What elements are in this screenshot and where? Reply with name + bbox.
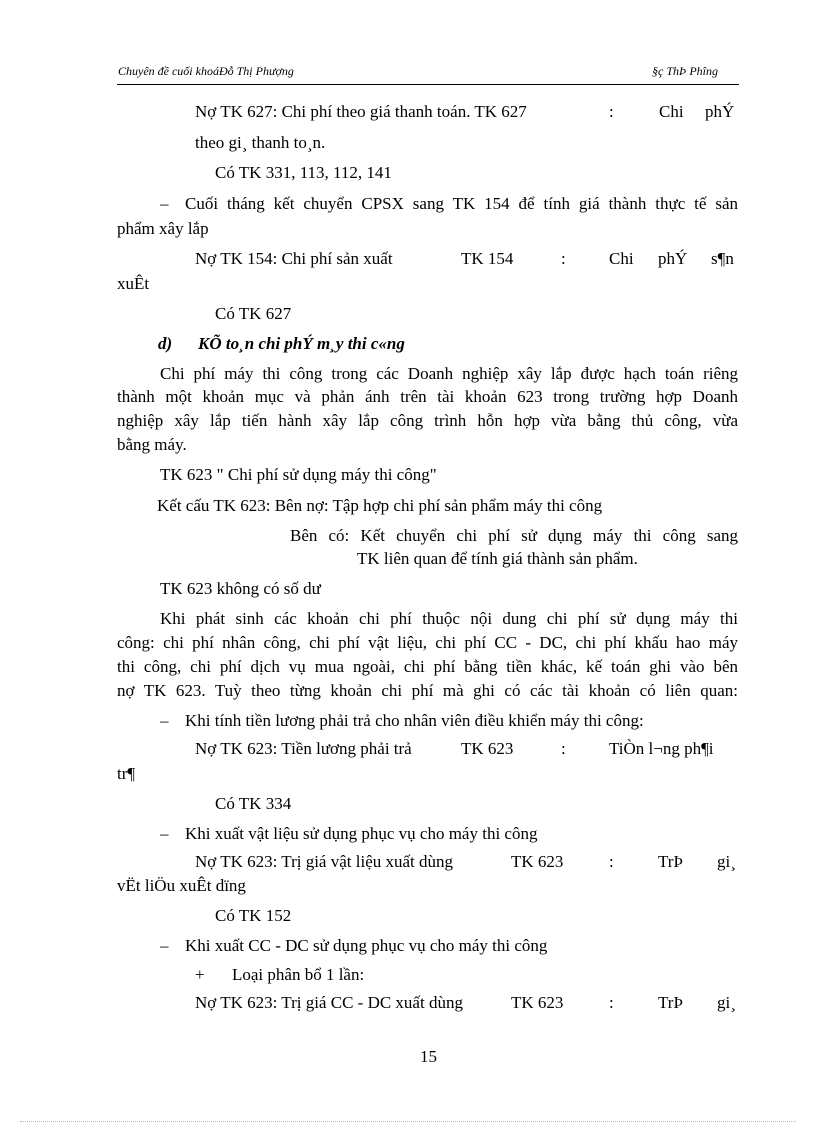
bullet-dash: – <box>160 824 169 843</box>
bullet-plus: + <box>195 965 205 984</box>
line-no-tk623-luong-colon: : <box>561 739 566 758</box>
line-no-tk154-acct: TK 154 <box>461 249 514 268</box>
line-no-tk623-ccdc-word2: gi¸ <box>717 993 736 1012</box>
line-co-tk334: Có TK 334 <box>215 794 292 813</box>
line-no-tk623-ccdc-word1: TrÞ <box>658 993 683 1012</box>
header-rule <box>117 84 739 85</box>
line-ben-co: Bên có: Kết chuyển chi phí sử dụng máy thi công sang <box>290 526 738 545</box>
line-no-tk627: Nợ TK 627: Chi phí theo giá thanh toán. TK 627 <box>195 102 527 121</box>
para2-line3: thi công, chi phí dịch vụ mua ngoài, chi phí bằng tiền khác, kế toán ghi vào bên <box>117 657 738 676</box>
line-co-tk627: Có TK 627 <box>215 304 292 323</box>
line-ket-cau: Kết cấu TK 623: Bên nợ: Tập hợp chi phí sản phẩm máy thi công <box>157 496 603 515</box>
line-no-tk154-word1: Chi <box>609 249 634 268</box>
para1-line4: bằng máy. <box>117 435 187 454</box>
line-no-tk154-word3: s¶n <box>711 249 734 268</box>
para2-line4: nợ TK 623. Tuỳ theo từng khoản chi phí mà ghi có các tài khoản có liên quan: <box>117 681 738 700</box>
section-letter: d) <box>158 334 173 353</box>
line-tk623-title: TK 623 " Chi phí sử dụng máy thi công" <box>160 465 437 484</box>
section-heading: KÕ to¸n chi phÝ m¸y thi c«ng <box>198 334 405 353</box>
line-no-tk623-vl-acct: TK 623 <box>511 852 564 871</box>
para1-line1: Chi phí máy thi công trong các Doanh nghiệp xây lắp được hạch toán riêng <box>160 364 738 383</box>
line-no-tk623-luong-desc: TiÒn l¬ng ph¶i <box>609 739 714 758</box>
header-right-title: §ç ThÞ Phîng <box>652 64 718 78</box>
line-theo-gia: theo gi¸ thanh to¸n. <box>195 133 326 152</box>
line-no-tk623-vl-word1: TrÞ <box>658 852 683 871</box>
line-no-tk623-luong: Nợ TK 623: Tiền lương phải trả <box>195 739 412 758</box>
line-cuoi-thang: Cuối tháng kết chuyển CPSX sang TK 154 để tính giá thành thực tế sản <box>185 194 738 213</box>
line-no-tk154: Nợ TK 154: Chi phí sản xuất <box>195 249 393 268</box>
line-phan-bo: Loại phân bổ 1 lần: <box>232 965 365 984</box>
bullet-dash: – <box>160 936 169 955</box>
line-no-tk623-ccdc: Nợ TK 623: Trị giá CC - DC xuất dùng <box>195 993 463 1012</box>
header-left-title: Chuyên đề cuối khoáĐỗ Thị Phượng <box>118 64 294 78</box>
para2-line2: công: chi phí nhân công, chi phí vật liệu, chi phí CC - DC, chi phí khấu hao máy <box>117 633 738 652</box>
line-no-tk623-ccdc-acct: TK 623 <box>511 993 564 1012</box>
line-no-tk623-luong-acct: TK 623 <box>461 739 514 758</box>
line-no-tk623-vl: Nợ TK 623: Trị giá vật liệu xuất dùng <box>195 852 454 871</box>
para1-line3: nghiệp xây lắp tiến hành xây lắp công trình hỗn hợp vừa bằng thủ công, vừa <box>117 411 738 430</box>
page-number: 15 <box>420 1047 437 1066</box>
line-no-tk623-vl-word2: gi¸ <box>717 852 736 871</box>
bullet-dash: – <box>160 194 169 213</box>
line-no-tk627-colon: : <box>609 102 614 121</box>
line-tk-lien-quan: TK liên quan để tính giá thành sản phẩm. <box>357 549 638 568</box>
line-xuat-ccdc: Khi xuất CC - DC sử dụng phục vụ cho máy thi công <box>185 936 548 955</box>
line-no-tk154-colon: : <box>561 249 566 268</box>
line-no-tk623-vl-colon: : <box>609 852 614 871</box>
line-vat-lieu-xuat-dung: vËt liÖu xuÊt dïng <box>117 876 246 895</box>
para1-line2: thành một khoản mục và phản ánh trên tài khoản 623 trong trường hợp Doanh <box>117 387 738 406</box>
line-khong-so-du: TK 623 không có số dư <box>160 579 321 598</box>
bullet-dash: – <box>160 711 169 730</box>
line-xuat: xuÊt <box>117 274 150 293</box>
footer-rule <box>20 1121 796 1122</box>
line-no-tk627-word1: Chi <box>659 102 684 121</box>
line-co-tk152: Có TK 152 <box>215 906 292 925</box>
line-tien-luong: Khi tính tiền lương phải trả cho nhân viên điều khiển máy thi công: <box>185 711 644 730</box>
line-xuat-vat-lieu: Khi xuất vật liệu sử dụng phục vụ cho máy thi công <box>185 824 538 843</box>
line-no-tk154-word2: phÝ <box>658 249 688 268</box>
line-tra: tr¶ <box>117 764 136 783</box>
para2-line1: Khi phát sinh các khoản chi phí thuộc nội dung chi phí sử dụng máy thi <box>160 609 738 628</box>
line-no-tk627-word2: phÝ <box>705 102 735 121</box>
line-co-tk331: Có TK 331, 113, 112, 141 <box>215 163 392 182</box>
line-san-pham: phẩm xây lắp <box>117 219 209 238</box>
line-no-tk623-ccdc-colon: : <box>609 993 614 1012</box>
